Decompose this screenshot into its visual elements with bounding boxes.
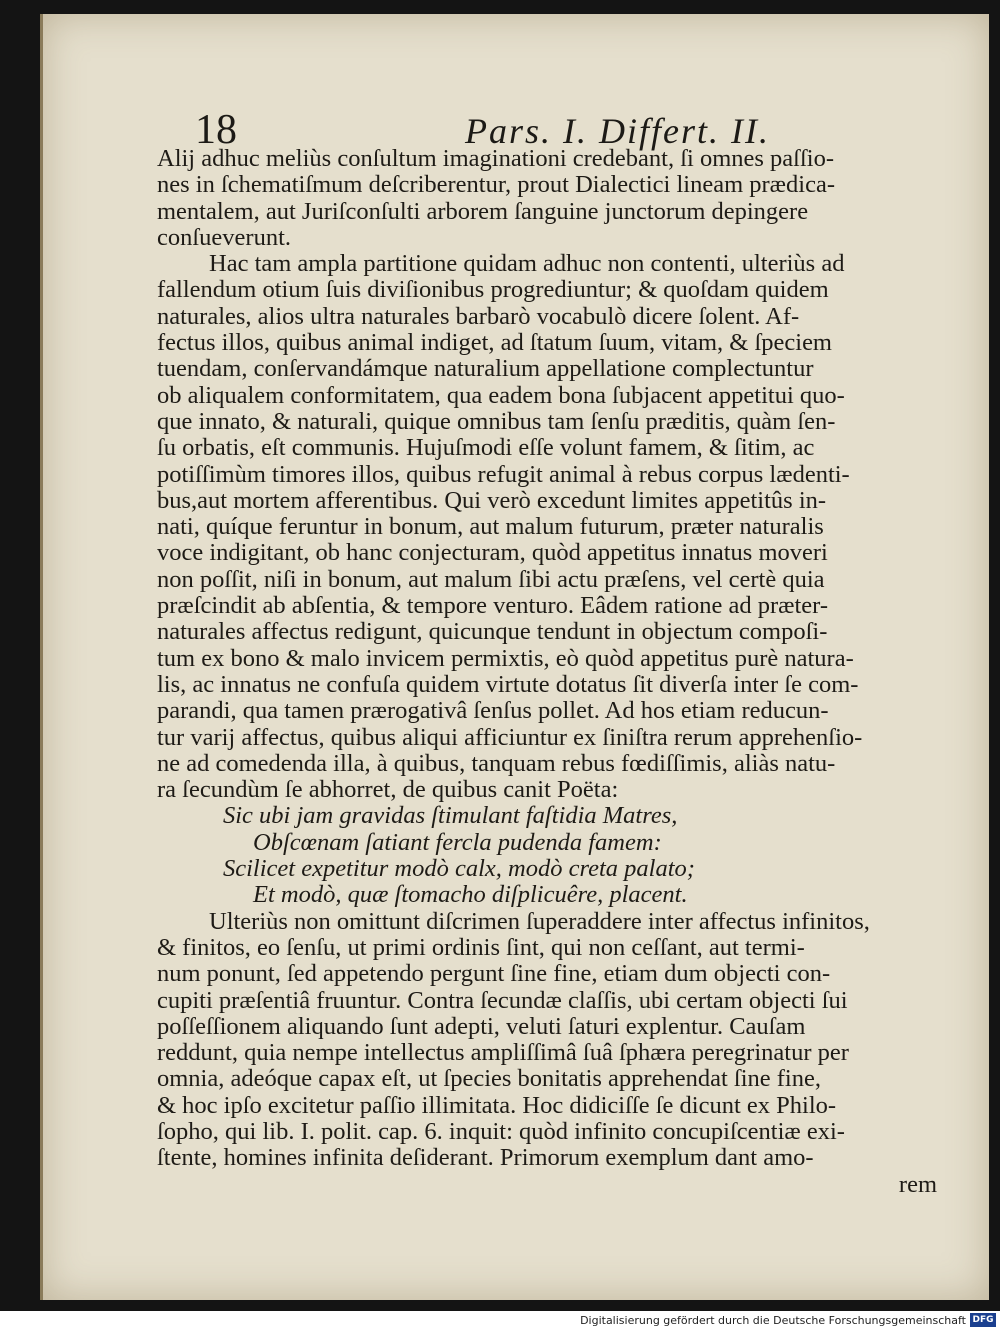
text-line: non poſſit, niſi in bonum, aut malum ſibi actu præſens, vel certè quia bbox=[157, 565, 825, 593]
text-line: & finitos, eo ſenſu, ut primi ordinis ſint, qui non ceſſant, aut termi- bbox=[157, 933, 805, 961]
text-line: naturales, alios ultra naturales barbarò vocabulò dicere ſolent. Af- bbox=[157, 302, 800, 330]
catchword: rem bbox=[898, 1170, 937, 1198]
page-number: 18 bbox=[195, 107, 237, 153]
verse-line: Et modò, quæ ſtomacho diſplicuêre, placent. bbox=[253, 881, 688, 909]
text-line: ra ſecundùm ſe abhorret, de quibus canit Poëta: bbox=[157, 776, 619, 804]
text-line: omnia, adeóque capax eſt, ut ſpecies bonitatis apprehendat ſine fine, bbox=[157, 1065, 821, 1093]
text-line: cupiti præſentiâ fruuntur. Contra ſecundæ claſſis, ubi certam objecti ſui bbox=[157, 986, 848, 1014]
dfg-logo: DFG bbox=[970, 1313, 996, 1327]
funding-credit: Digitalisierung gefördert durch die Deutsche Forschungsgemeinschaft bbox=[580, 1314, 966, 1327]
text-line: poſſeſſionem aliquando ſunt adepti, veluti ſaturi explentur. Cauſam bbox=[157, 1012, 806, 1040]
text-line: & hoc ipſo excitetur paſſio illimitata. Hoc didiciſſe ſe dicunt ex Philo- bbox=[157, 1091, 837, 1119]
text-line: ſopho, qui lib. I. polit. cap. 6. inquit: quòd infinito concupiſcentiæ exi- bbox=[157, 1117, 845, 1145]
text-line: potiſſimùm timores illos, quibus refugit animal à rebus corpus lædenti- bbox=[157, 460, 850, 488]
text-line: præſcindit ab abſentia, & tempore venturo. Eâdem ratione ad præter- bbox=[157, 592, 828, 620]
text-line: tur varij affectus, quibus aliqui afficiuntur ex ſiniſtra rerum apprehenſio- bbox=[157, 723, 863, 751]
text-line: Ulteriùs non omittunt diſcrimen ſuperaddere inter affectus infinitos, bbox=[209, 907, 870, 935]
text-line: fallendum otium ſuis diviſionibus progrediuntur; & quoſdam quidem bbox=[157, 276, 829, 304]
verse-line: Scilicet expetitur modò calx, modò creta palato; bbox=[223, 855, 695, 883]
text-line: Hac tam ampla partitione quidam adhuc non contenti, ulteriùs ad bbox=[209, 250, 845, 278]
text-line: tuendam, conſervandámque naturalium appellatione complectuntur bbox=[157, 355, 814, 383]
text-line: Alij adhuc meliùs conſultum imaginationi credebant, ſi omnes paſſio- bbox=[157, 145, 835, 172]
verse-line: Sic ubi jam gravidas ſtimulant faſtidia Matres, bbox=[223, 802, 678, 830]
text-line: que innato, & naturali, quique omnibus tam ſenſu præditis, quàm ſen- bbox=[157, 407, 836, 435]
text-line: nes in ſchematiſmum deſcriberentur, prout Dialectici lineam prædica- bbox=[157, 171, 835, 199]
text-line: parandi, qua tamen prærogativâ ſenſus pollet. Ad hos etiam reducun- bbox=[157, 697, 829, 725]
text-line: fectus illos, quibus animal indiget, ad ſtatum ſuum, vitam, & ſpeciem bbox=[157, 329, 832, 357]
text-line: ob aliqualem conformitatem, qua eadem bona ſubjacent appetitui quo- bbox=[157, 381, 845, 409]
text-line: num ponunt, ſed appetendo pergunt ſine fine, etiam dum objecti con- bbox=[157, 960, 831, 988]
text-line: reddunt, quia nempe intellectus ampliſſimâ ſuâ ſphæra peregrinatur per bbox=[157, 1039, 849, 1067]
text-line: bus,aut mortem afferentibus. Qui verò excedunt limites appetitûs in- bbox=[157, 486, 827, 514]
text-line: tum ex bono & malo invicem permixtis, eò quòd appetitus purè natura- bbox=[157, 644, 854, 672]
text-line: mentalem, aut Juriſconſulti arborem ſanguine junctorum depingere bbox=[157, 197, 809, 225]
text-line: ne ad comedenda illa, à quibus, tanquam rebus fœdiſſimis, aliàs natu- bbox=[157, 749, 836, 777]
verse-line: Obſcœnam ſatiant fercla pudenda famem: bbox=[253, 828, 662, 856]
body-text bbox=[157, 146, 937, 1198]
text-line: voce indigitant, ob hanc conjecturam, quòd appetitus innatus moveri bbox=[157, 539, 828, 567]
text-line: ſtente, homines infinita deſiderant. Primorum exemplum dant amo- bbox=[157, 1144, 814, 1172]
text-line: nati, quíque feruntur in bonum, aut malum futurum, præter naturalis bbox=[157, 513, 824, 541]
footer-bar bbox=[0, 1311, 1000, 1331]
running-head: Pars. I. Differt. II. bbox=[465, 111, 770, 151]
text-line: conſueverunt. bbox=[157, 223, 292, 251]
text-line: naturales affectus redigunt, quicunque tendunt in objectum compoſi- bbox=[157, 618, 828, 646]
text-line: ſu orbatis, eſt communis. Hujuſmodi eſſe volunt famem, & ſitim, ac bbox=[157, 434, 815, 462]
text-line: lis, ac innatus ne confuſa quidem virtute dotatus ſit diverſa inter ſe com- bbox=[157, 670, 859, 698]
